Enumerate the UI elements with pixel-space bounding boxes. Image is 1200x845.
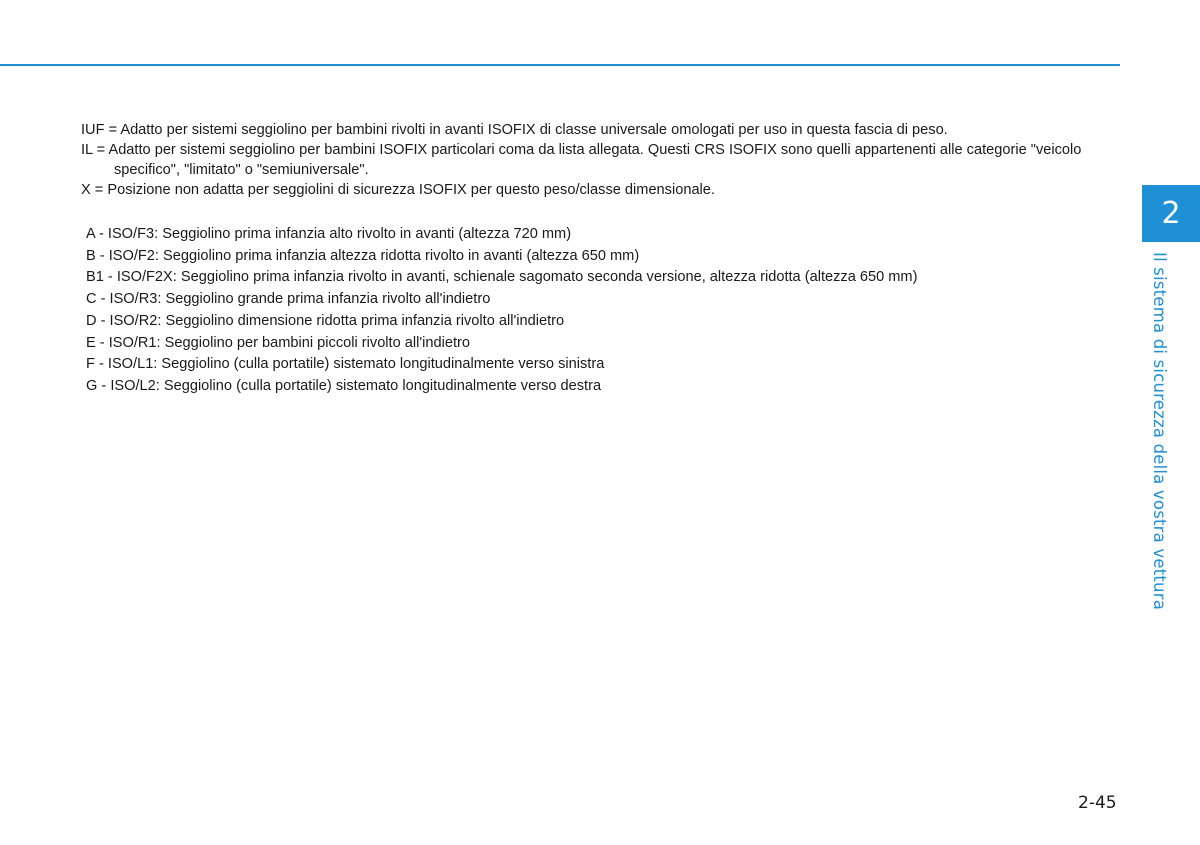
iso-class-e: E - ISO/R1: Seggiolino per bambini piccoli rivolto all'indietro: [86, 334, 471, 351]
iso-class-f: F - ISO/L1: Seggiolino (culla portatile) sistemato longitudinalmente verso sinistra: [86, 356, 605, 373]
iso-class-d: D - ISO/R2: Seggiolino dimensione ridotta prima infanzia rivolto all'indietro: [86, 312, 565, 329]
iso-class-b1: B1 - ISO/F2X: Seggiolino prima infanzia rivolto in avanti, schienale sagomato seconda versione, altezza ridotta (altezza 650 mm): [86, 269, 918, 286]
iso-size-class-list: [86, 224, 1086, 398]
chapter-title: Il sistema di sicurezza della vostra vettura: [1150, 252, 1169, 611]
iso-class-g: G - ISO/L2: Seggiolino (culla portatile) sistemato longitudinalmente verso destra: [86, 377, 602, 394]
iso-class-c: C - ISO/R3: Seggiolino grande prima infanzia rivolto all'indietro: [86, 291, 491, 308]
header-rule: [0, 64, 1120, 66]
chapter-tab: [1142, 185, 1200, 242]
iso-class-b: B - ISO/F2: Seggiolino prima infanzia altezza ridotta rivolto in avanti (altezza 650 mm): [86, 247, 640, 264]
legend-notes: [81, 120, 1126, 200]
legend-x: X = Posizione non adatta per seggiolini di sicurezza ISOFIX per questo peso/classe dimensionale.: [81, 182, 715, 198]
legend-il: IL = Adatto per sistemi seggiolino per bambini ISOFIX particolari coma da lista allegata. Questi CRS ISOFIX sono quelli appartenenti alle categorie "veicolo specifico", "limitato" o "semiuniversale".: [81, 142, 1082, 178]
iso-class-a: A - ISO/F3: Seggiolino prima infanzia alto rivolto in avanti (altezza 720 mm): [86, 226, 572, 242]
legend-iuf: IUF = Adatto per sistemi seggiolino per bambini rivolti in avanti ISOFIX di classe universale omologati per uso in questa fascia di peso.: [81, 122, 948, 138]
chapter-number: 2: [1161, 196, 1181, 231]
page-number: 2-45: [1078, 793, 1117, 813]
